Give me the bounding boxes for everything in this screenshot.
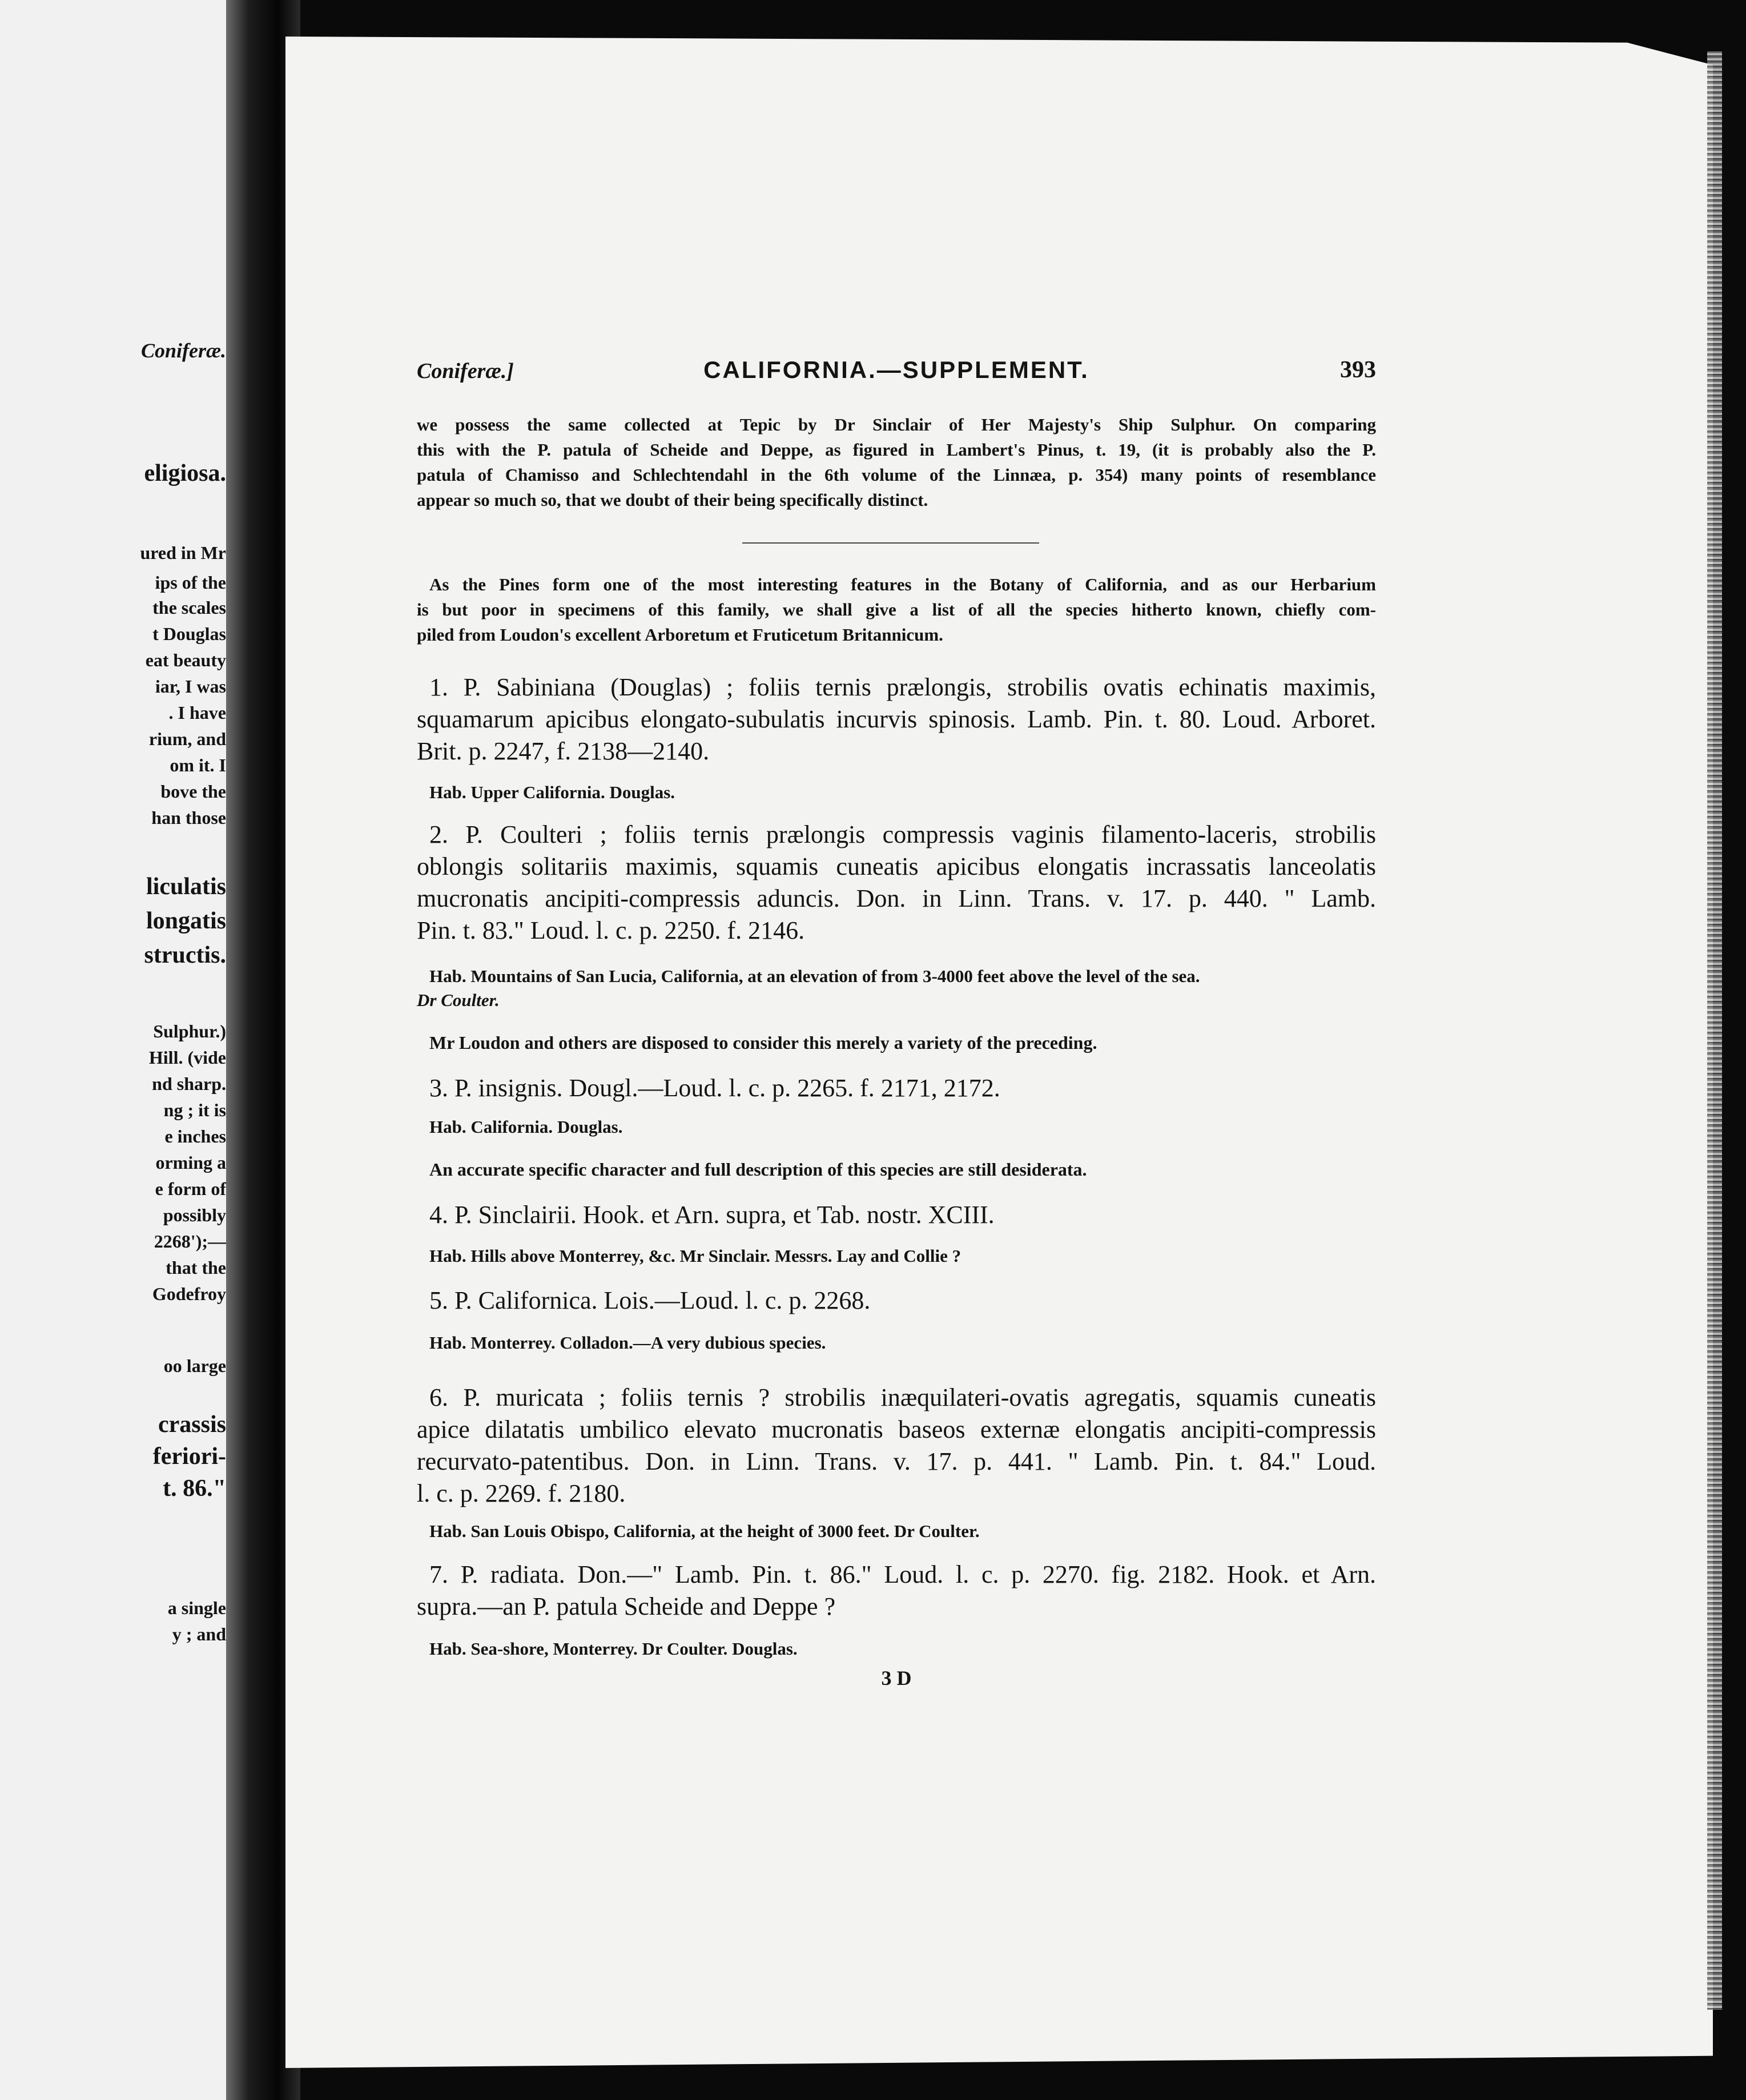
left-line: crassis	[158, 1411, 226, 1438]
intro-paragraph	[417, 412, 1376, 513]
species-line: 2. P. Coulteri ; foliis ternis prælongis compressis vaginis filamento-laceris, strobilis	[429, 820, 1376, 848]
left-line: rium, and	[148, 729, 226, 749]
left-line: t Douglas	[152, 623, 226, 644]
species-entry-5	[417, 1285, 1376, 1317]
species-line: 5. P. Californica. Lois.—Loud. l. c. p. 2268.	[429, 1286, 871, 1314]
left-line: longatis	[146, 908, 226, 934]
left-line: possibly	[163, 1205, 226, 1225]
left-line: eat beauty	[145, 650, 226, 670]
left-line: t. 86."	[163, 1475, 226, 1502]
habitat-1: Hab. Upper California. Douglas.	[429, 782, 675, 802]
species-line: recurvato-patentibus. Don. in Linn. Trans. v. 17. p. 441. " Lamb. Pin. t. 84." Loud.	[417, 1447, 1376, 1475]
running-head-title: CALIFORNIA.—SUPPLEMENT.	[703, 356, 1089, 383]
habitat-4: Hab. Hills above Monterrey, &c. Mr Sinclair. Messrs. Lay and Collie ?	[429, 1246, 961, 1266]
species-line: 6. P. muricata ; foliis ternis ? strobilis inæquilateri-ovatis agregatis, squamis cuneatis	[429, 1383, 1376, 1411]
page-number: 393	[1340, 357, 1376, 383]
left-line: Hill. (vide	[148, 1047, 226, 1068]
species-line: squamarum apicibus elongato-subulatis incurvis spinosis. Lamb. Pin. t. 80. Loud. Arboret.	[417, 705, 1376, 733]
note-2: Mr Loudon and others are disposed to consider this merely a variety of the preceding.	[429, 1032, 1097, 1053]
left-line: ng ; it is	[163, 1100, 226, 1120]
habitat-2: Hab. Mountains of San Lucia, California, at an elevation of from 3-4000 feet above the level of the sea.	[429, 966, 1200, 986]
species-line: 7. P. radiata. Don.—" Lamb. Pin. t. 86." Loud. l. c. p. 2270. fig. 2182. Hook. et Arn.	[429, 1560, 1376, 1588]
left-line: iar, I was	[155, 676, 226, 697]
species-entry-6	[417, 1382, 1376, 1510]
species-line: apice dilatatis umbilico elevato mucronatis baseos externæ elongatis ancipiti-compressis	[417, 1415, 1376, 1443]
habitat-2-collector: Dr Coulter.	[417, 990, 500, 1010]
left-line: feriori-	[152, 1443, 226, 1470]
species-entry-3	[417, 1072, 1376, 1104]
left-line: liculatis	[146, 874, 226, 900]
text-line: appear so much so, that we doubt of their being specifically distinct.	[417, 490, 928, 510]
pines-paragraph	[417, 572, 1376, 647]
species-line: oblongis solitariis maximis, squamis cuneatis apicibus elongatis incrassatis lanceolatis	[417, 852, 1376, 880]
left-line: e inches	[164, 1126, 226, 1146]
left-line: y ; and	[172, 1624, 226, 1644]
text-line: this with the P. patula of Scheide and Deppe, as figured in Lambert's Pinus, t. 19, (it is probably also the P.	[417, 440, 1376, 460]
left-line: the scales	[152, 597, 226, 618]
section-divider	[742, 542, 1039, 544]
left-line: Godefroy	[152, 1284, 226, 1304]
species-line: 3. P. insignis. Dougl.—Loud. l. c. p. 2265. f. 2171, 2172.	[429, 1074, 1000, 1102]
page-text-column	[417, 0, 1376, 2100]
species-entry-1	[417, 671, 1376, 767]
species-line: 4. P. Sinclairii. Hook. et Arn. supra, et Tab. nostr. XCIII.	[429, 1201, 995, 1229]
species-line: mucronatis ancipiti-compressis aduncis. Don. in Linn. Trans. v. 17. p. 440. " Lamb.	[417, 884, 1376, 912]
left-line: nd sharp.	[152, 1073, 226, 1094]
text-line: patula of Chamisso and Schlechtendahl in the 6th volume of the Linnæa, p. 354) many points of resemblance	[417, 465, 1376, 485]
left-line: e form of	[155, 1178, 226, 1199]
running-head-section: Coniferæ.]	[417, 359, 514, 383]
habitat-3: Hab. California. Douglas.	[429, 1117, 623, 1137]
left-line: that the	[166, 1257, 226, 1278]
left-line: oo large	[163, 1355, 226, 1376]
habitat-7: Hab. Sea-shore, Monterrey. Dr Coulter. Douglas.	[429, 1639, 798, 1659]
left-line: a single	[167, 1598, 226, 1618]
species-line: Pin. t. 83." Loud. l. c. p. 2250. f. 2146.	[417, 916, 805, 944]
left-line: 2268');—	[154, 1231, 226, 1252]
left-line: ips of the	[155, 572, 226, 593]
species-line: Brit. p. 2247, f. 2138—2140.	[417, 737, 710, 765]
text-line: piled from Loudon's excellent Arboretum et Fruticetum Britannicum.	[417, 625, 943, 645]
species-entry-7	[417, 1559, 1376, 1623]
species-line: 1. P. Sabiniana (Douglas) ; foliis ternis prælongis, strobilis ovatis echinatis maximis,	[429, 673, 1376, 701]
page-edge	[1707, 51, 1722, 2010]
left-line: han those	[151, 807, 226, 828]
signature-mark: 3 D	[881, 1667, 912, 1689]
left-line: Sulphur.)	[153, 1021, 226, 1041]
left-line: . I have	[168, 702, 226, 723]
text-line: is but poor in specimens of this family, we shall give a list of all the species hitherto known, chiefly com-	[417, 600, 1376, 619]
species-line: supra.—an P. patula Scheide and Deppe ?	[417, 1592, 836, 1620]
species-entry-2	[417, 819, 1376, 947]
left-line: ured in Mr	[140, 542, 226, 563]
species-line: l. c. p. 2269. f. 2180.	[417, 1479, 626, 1507]
left-facing-page	[0, 0, 234, 2100]
note-3: An accurate specific character and full description of this species are still desiderata.	[429, 1159, 1087, 1180]
text-line: we possess the same collected at Tepic by Dr Sinclair of Her Majesty's Ship Sulphur. On comparing	[417, 415, 1376, 435]
text-line: As the Pines form one of the most interesting features in the Botany of California, and as our Herbarium	[429, 574, 1376, 594]
left-running-head: Coniferæ.	[140, 339, 226, 362]
left-line: eligiosa.	[144, 460, 226, 486]
left-line: orming a	[155, 1152, 226, 1173]
habitat-5: Hab. Monterrey. Colladon.—A very dubious species.	[429, 1333, 826, 1353]
habitat-6: Hab. San Louis Obispo, California, at the height of 3000 feet. Dr Coulter.	[429, 1521, 980, 1541]
left-line: structis.	[144, 942, 226, 968]
left-line: bove the	[160, 781, 226, 802]
left-line: om it. I	[170, 755, 226, 775]
species-entry-4	[417, 1199, 1376, 1231]
